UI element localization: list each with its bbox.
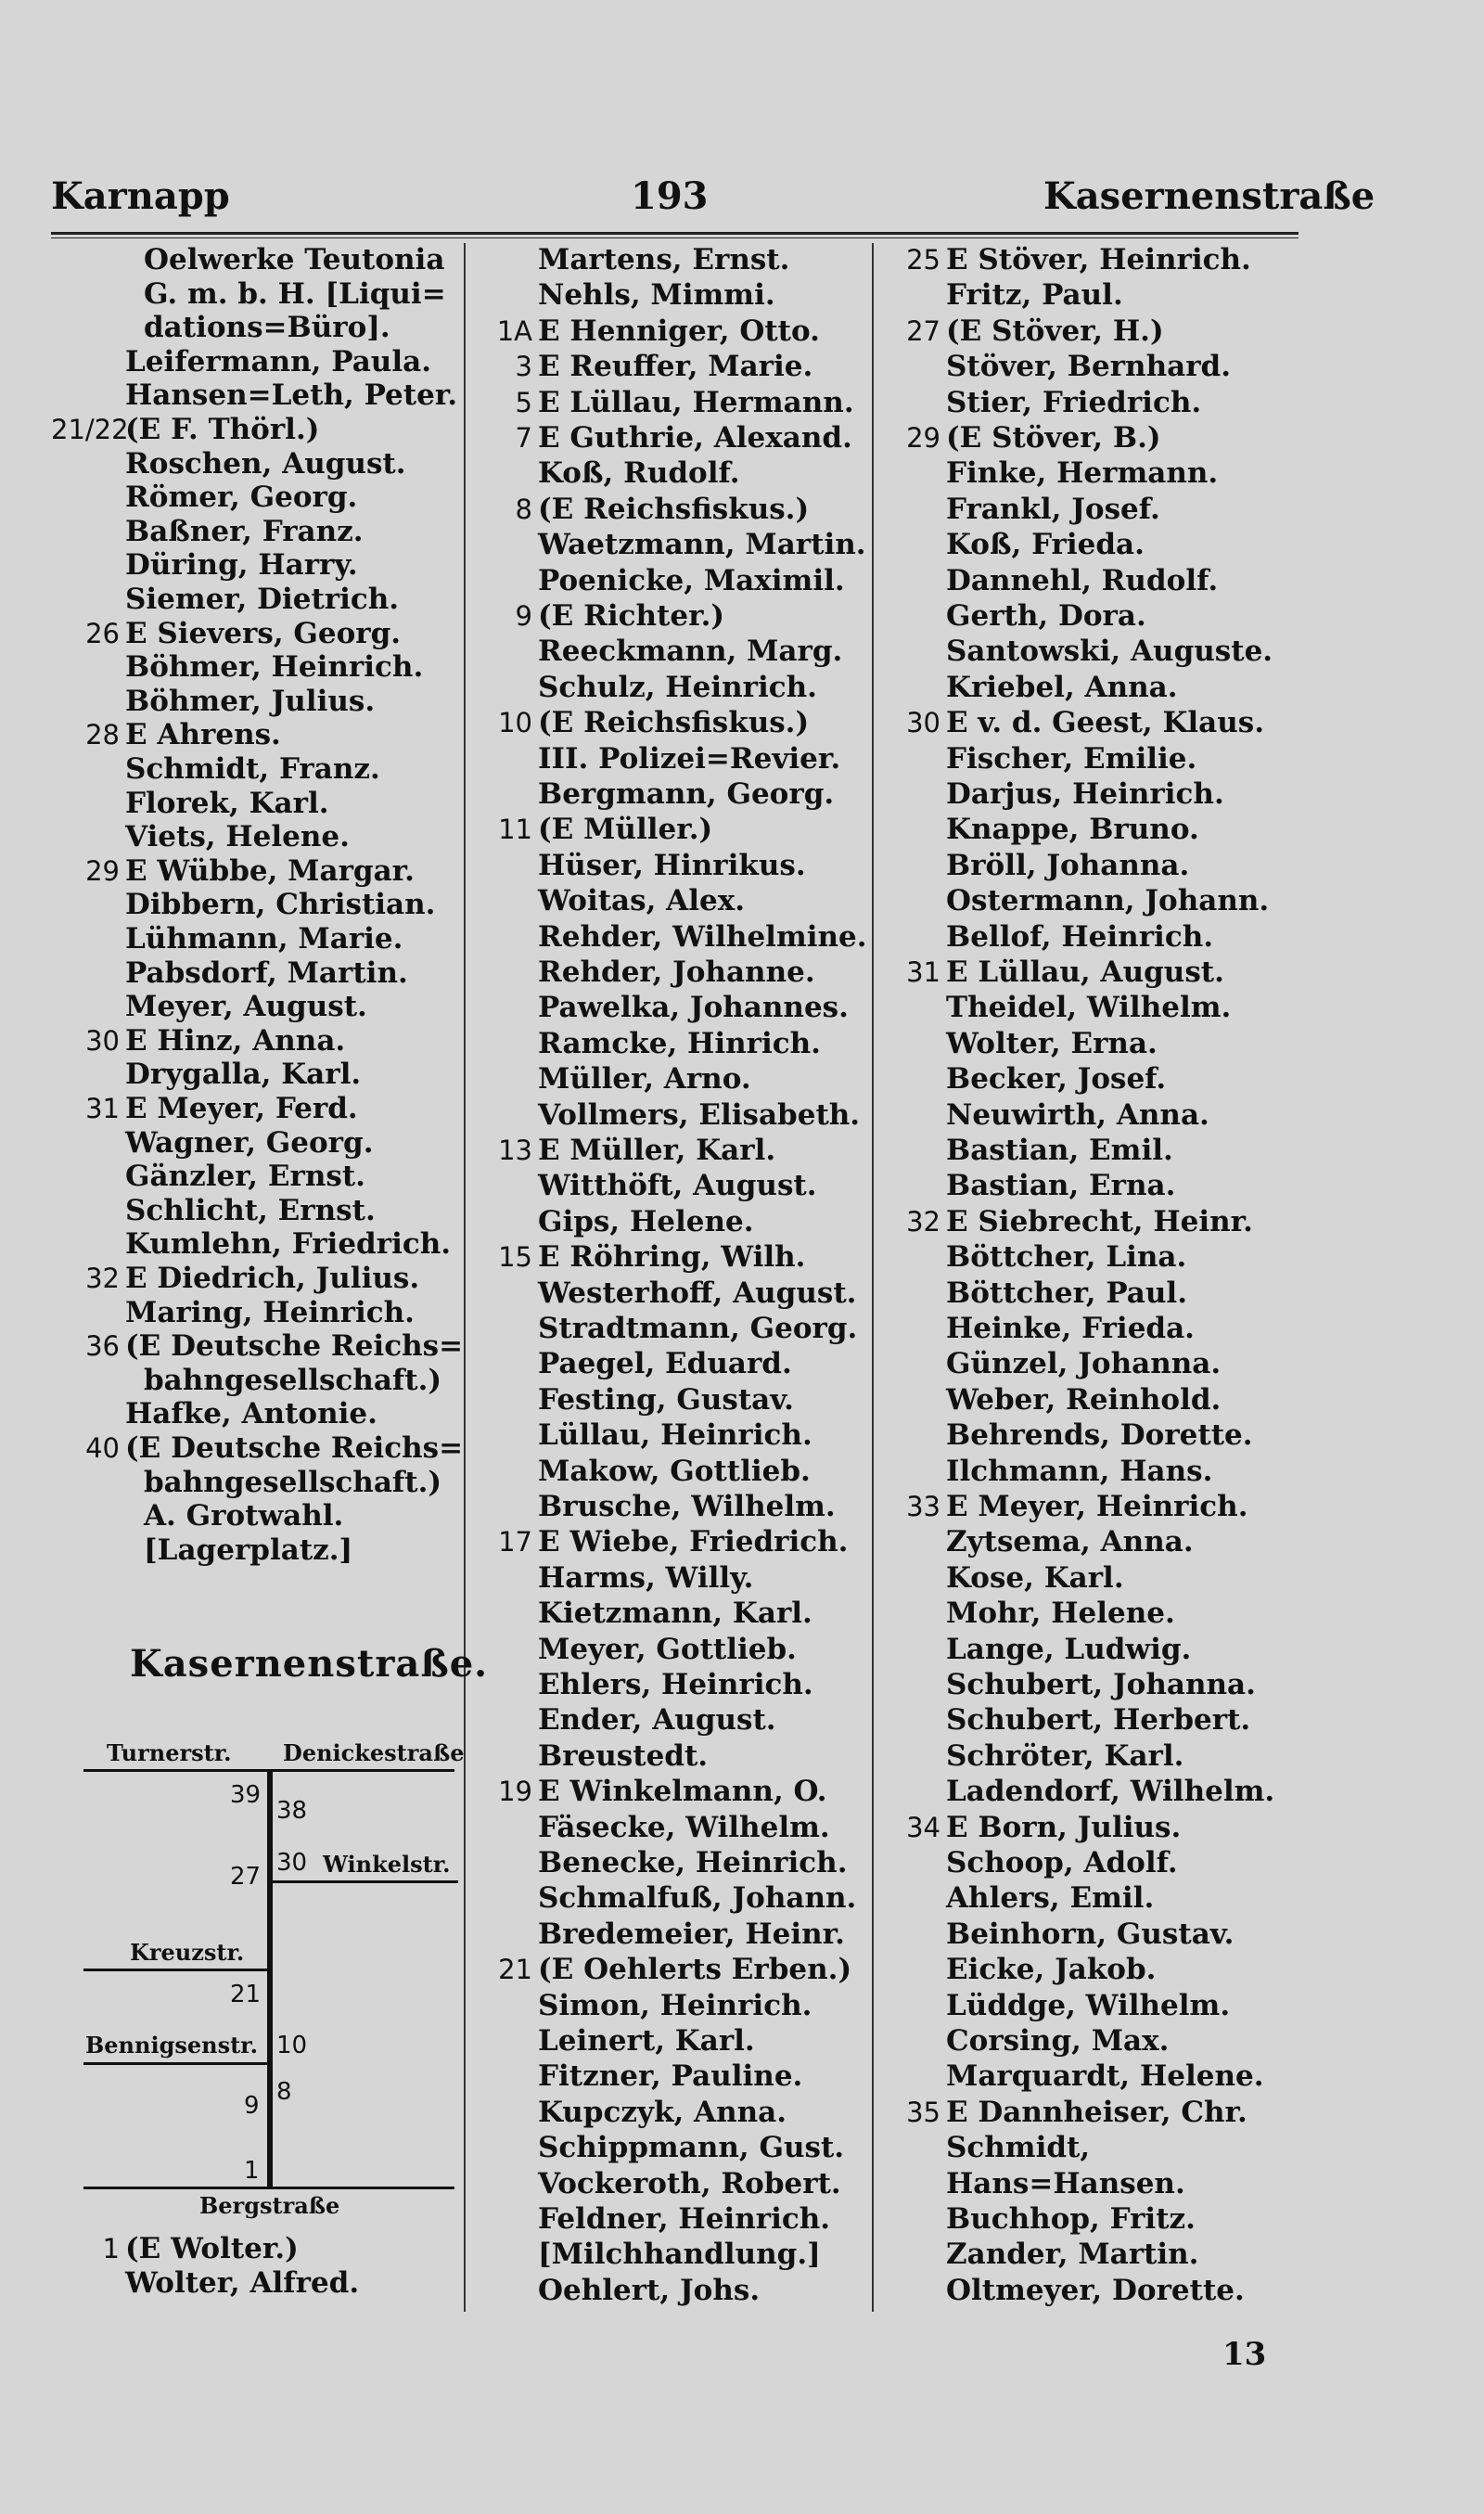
resident-name: Bröll, Johanna. [946,848,1190,882]
resident-name: E Born, Julius. [946,1810,1182,1844]
resident-name: E Guthrie, Alexand. [538,421,852,455]
house-number: 7 [515,422,532,454]
resident-name: Wagner, Georg. [125,1125,374,1160]
resident-name: Kose, Karl. [946,1560,1124,1595]
house-number-30: 30 [276,1849,308,1877]
label-denickestrasse: Denickestraße [283,1739,465,1766]
resident-name: Böhmer, Julius. [125,684,376,718]
resident-name: Darjus, Heinrich. [946,777,1224,811]
resident-name: Roschen, August. [125,446,406,481]
resident-name: Paegel, Eduard. [538,1347,792,1381]
house-number: 30 [85,1024,120,1057]
resident-name: (E Richter.) [538,599,725,633]
resident-name: Woitas, Alex. [538,884,746,918]
resident-name: E v. d. Geest, Klaus. [946,706,1265,740]
resident-name: (E Deutsche Reichs= [125,1431,464,1465]
resident-name: Zander, Martin. [946,2238,1199,2272]
resident-name: Pawelka, Johannes. [538,991,849,1025]
resident-name: Viets, Helene. [125,820,350,854]
resident-name: Zytsema, Anna. [946,1525,1194,1559]
house-number: 32 [85,1263,120,1294]
house-number: 29 [85,854,120,887]
header-rule-bottom [51,237,1298,238]
resident-name: E Meyer, Ferd. [125,1092,358,1125]
resident-name: (E Müller.) [538,813,713,847]
street-line-bennigsenstr [83,2062,269,2065]
resident-name: Frankl, Josef. [946,492,1160,526]
resident-name: Drygalla, Karl. [125,1058,362,1092]
house-number: 31 [85,1093,120,1124]
resident-name: Schubert, Johanna. [946,1668,1256,1701]
resident-name: Ender, August. [538,1703,776,1738]
resident-name: Koß, Frieda. [946,528,1145,562]
house-number-9: 9 [244,2092,260,2120]
resident-name: Fitzner, Pauline. [538,2059,803,2094]
resident-name: Ilchmann, Hans. [946,1454,1213,1488]
house-number: 33 [906,1491,940,1522]
resident-name: Dibbern, Christian. [125,888,436,922]
resident-name: Bredemeier, Heinr. [538,1917,845,1951]
resident-name: Neuwirth, Anna. [946,1097,1209,1132]
resident-name: Meyer, Gottlieb. [538,1632,797,1666]
house-number: 9 [515,600,532,632]
column-divider-2 [872,243,874,2312]
house-number: 28 [85,719,120,751]
resident-name: Breustedt. [538,1738,709,1773]
house-number: 1A [496,314,532,347]
main-street-line [267,1769,273,2187]
resident-name: III. Polizei=Revier. [538,741,841,776]
house-number: 8 [515,493,532,525]
resident-name: Böttcher, Paul. [946,1276,1187,1310]
resident-name: Schulz, Heinrich. [538,670,817,704]
resident-name: Maring, Heinrich. [125,1295,415,1329]
resident-name: Theidel, Wilhelm. [946,991,1232,1025]
resident-name: Florek, Karl. [125,786,329,820]
resident-name: Santowski, Auguste. [946,635,1273,669]
resident-name: Reeckmann, Marg. [538,635,843,669]
resident-name: Witthöft, August. [538,1169,817,1203]
house-number: 3 [515,351,532,383]
resident-name: Hans=Hansen. [946,2166,1185,2200]
resident-name: Rehder, Wilhelmine. [538,919,867,954]
resident-name: (E Deutsche Reichs= [125,1329,464,1364]
header-rule-top [51,232,1298,235]
resident-name: Schmidt, Franz. [125,752,380,786]
street-line-kreuzstr [83,1969,269,1971]
header-right: Kasernenstraße [1043,174,1375,218]
resident-name: Fritz, Paul. [946,278,1123,313]
resident-name: Günzel, Johanna. [946,1347,1222,1381]
resident-name: bahngesellschaft.) [144,1465,442,1499]
resident-name: Schubert, Herbert. [946,1703,1251,1738]
resident-name: Kupczyk, Anna. [538,2095,787,2129]
resident-name: Lüllau, Heinrich. [538,1418,812,1453]
resident-name: Kumlehn, Friedrich. [125,1227,452,1262]
resident-name: Festing, Gustav. [538,1382,794,1417]
house-number-10: 10 [276,2032,308,2059]
house-number: 10 [498,707,532,739]
house-number: 27 [906,314,940,347]
resident-name: Ostermann, Johann. [946,884,1270,918]
house-number: 11 [498,814,532,846]
resident-name: Leinert, Karl. [538,2024,755,2058]
resident-name: E Stöver, Heinrich. [946,243,1251,276]
resident-name: Corsing, Max. [946,2024,1170,2058]
resident-name: Schlicht, Ernst. [125,1193,376,1227]
resident-name: Oehlert, Johs. [538,2273,761,2307]
house-number: 35 [906,2096,940,2128]
resident-name: Waetzmann, Martin. [538,528,866,562]
resident-name: Simon, Heinrich. [538,1988,812,2022]
street-diagram [74,1739,473,2222]
resident-name: [Milchhandlung.] [538,2238,821,2272]
resident-name: (E Wolter.) [125,2232,299,2265]
house-number: 40 [85,1432,120,1464]
label-bennigsenstr: Bennigsenstr. [85,2032,258,2059]
resident-name: Stradtmann, Georg. [538,1312,858,1345]
resident-name: Siemer, Dietrich. [125,583,400,616]
resident-name: Koß, Rudolf. [538,456,740,491]
resident-name: Feldner, Heinrich. [538,2202,831,2236]
resident-name: (E Stöver, B.) [946,421,1161,455]
resident-name: Martens, Ernst. [538,243,790,276]
resident-name: Meyer, August. [125,990,367,1024]
resident-name: G. m. b. H. [Liqui= [144,276,446,311]
resident-name: Pabsdorf, Martin. [125,956,408,990]
label-kreuzstr: Kreuzstr. [130,1939,245,1966]
resident-name: [Lagerplatz.] [144,1533,353,1567]
section-heading: Kasernenstraße. [130,1642,489,1686]
resident-name: Behrends, Dorette. [946,1418,1253,1453]
house-number-27: 27 [230,1863,262,1891]
resident-name: bahngesellschaft.) [144,1363,442,1397]
resident-name: Lüddge, Wilhelm. [946,1988,1231,2022]
resident-name: Poenicke, Maximil. [538,563,845,597]
resident-name: Wolter, Alfred. [125,2265,360,2300]
resident-name: Ahlers, Emil. [946,1881,1155,1916]
house-number: 32 [906,1205,940,1238]
resident-name: Weber, Reinhold. [946,1382,1222,1417]
resident-name: E Sievers, Georg. [125,616,402,650]
resident-name: Buchhop, Fritz. [946,2202,1196,2236]
resident-name: Leifermann, Paula. [125,344,431,378]
resident-name: Harms, Willy. [538,1560,754,1595]
resident-name: E Diedrich, Julius. [125,1262,420,1295]
resident-name: Gänzler, Ernst. [125,1160,365,1194]
resident-name: E Dannheiser, Chr. [946,2095,1247,2129]
resident-name: Ehlers, Heinrich. [538,1668,813,1701]
resident-name: Schoop, Adolf. [946,1846,1178,1879]
resident-name: Knappe, Bruno. [946,813,1199,847]
house-number-8: 8 [276,2078,292,2106]
resident-name: Bastian, Erna. [946,1169,1176,1203]
resident-name: Bellof, Heinrich. [946,919,1214,954]
resident-name: Ramcke, Hinrich. [538,1026,821,1060]
resident-name: Römer, Georg. [125,481,358,515]
resident-name: E Ahrens. [125,718,281,752]
house-number: 15 [498,1241,532,1274]
house-number: 34 [906,1811,940,1843]
house-number: 25 [906,244,940,276]
resident-name: Hafke, Antonie. [125,1397,377,1431]
house-number-39: 39 [230,1781,262,1809]
resident-name: (E Reichsfiskus.) [538,492,810,526]
resident-name: Stöver, Bernhard. [946,350,1232,384]
resident-name: Rehder, Johanne. [538,956,815,989]
resident-name: Düring, Harry. [125,548,358,583]
resident-name: Hansen=Leth, Peter. [125,378,458,413]
header-left: Karnapp [51,174,230,218]
house-number: 26 [85,617,120,649]
resident-name: Makow, Gottlieb. [538,1454,811,1488]
resident-name: Oelwerke Teutonia [144,243,445,276]
resident-name: E Röhring, Wilh. [538,1240,806,1275]
resident-name: Bergmann, Georg. [538,777,835,811]
resident-name: E Siebrecht, Heinr. [946,1204,1253,1238]
street-line-winkelstr [273,1880,458,1883]
house-number: 31 [906,956,940,988]
house-number: 36 [85,1330,120,1363]
resident-name: Eicke, Jakob. [946,1953,1157,1987]
resident-name: Böttcher, Lina. [946,1240,1187,1275]
house-number: 29 [906,422,940,454]
house-number-21: 21 [230,1981,262,2008]
resident-name: Kriebel, Anna. [946,670,1178,704]
resident-name: Schippmann, Gust. [538,2131,845,2165]
house-number: 1 [102,2233,120,2264]
house-number: 21/22 [51,414,129,445]
resident-name: Mohr, Helene. [946,1597,1175,1631]
label-turnerstr: Turnerstr. [107,1739,232,1766]
house-number: 5 [515,386,532,418]
resident-name: Dannehl, Rudolf. [946,563,1219,597]
resident-name: Baßner, Franz. [125,514,364,548]
resident-name: Böhmer, Heinrich. [125,650,424,685]
label-bergstrasse: Bergstraße [199,2192,340,2219]
resident-name: E Lüllau, August. [946,956,1224,989]
resident-name: Vollmers, Elisabeth. [538,1097,861,1132]
house-number: 17 [498,1526,532,1558]
street-line-bottom [83,2187,454,2189]
resident-name: Hüser, Hinrikus. [538,848,806,882]
resident-name: E Wiebe, Friedrich. [538,1525,849,1559]
label-winkelstr: Winkelstr. [323,1851,451,1878]
resident-name: Lühmann, Marie. [125,922,403,956]
resident-name: Müller, Arno. [538,1062,751,1097]
resident-name: Kietzmann, Karl. [538,1597,812,1631]
resident-name: Stier, Friedrich. [946,385,1202,419]
resident-name: Brusche, Wilhelm. [538,1490,836,1523]
resident-name: Beinhorn, Gustav. [946,1917,1235,1951]
resident-name: E Reuffer, Marie. [538,350,813,384]
resident-name: E Meyer, Heinrich. [946,1490,1248,1523]
house-number: 13 [498,1135,532,1166]
resident-name: (E F. Thörl.) [125,413,320,446]
resident-name: Heinke, Frieda. [946,1312,1195,1345]
house-number: 30 [906,707,940,739]
resident-name: E Müller, Karl. [538,1134,776,1167]
resident-name: E Wübbe, Margar. [125,853,415,888]
resident-name: Nehls, Mimmi. [538,278,775,313]
resident-name: Schröter, Karl. [946,1738,1184,1773]
resident-name: Oltmeyer, Dorette. [946,2273,1245,2307]
house-number-1: 1 [244,2157,260,2185]
resident-name: Lange, Ludwig. [946,1632,1192,1666]
resident-name: Vockeroth, Robert. [538,2166,841,2200]
resident-name: Westerhoff, August. [538,1276,857,1310]
resident-name: Benecke, Heinrich. [538,1846,848,1879]
resident-name: Gerth, Dora. [946,599,1146,633]
resident-name: Wolter, Erna. [946,1026,1158,1060]
resident-name: Gips, Helene. [538,1204,754,1238]
house-number: 21 [498,1954,532,1986]
resident-name: E Hinz, Anna. [125,1023,346,1058]
page-number: 193 [631,174,709,218]
resident-name: Becker, Josef. [946,1062,1167,1097]
resident-name: Schmalfuß, Johann. [538,1881,857,1916]
resident-name: Fäsecke, Wilhelm. [538,1810,830,1844]
resident-name: (E Oehlerts Erben.) [538,1953,852,1987]
resident-name: E Lüllau, Hermann. [538,385,854,419]
resident-name: E Henniger, Otto. [538,314,820,348]
house-number: 19 [498,1776,532,1808]
house-number-38: 38 [276,1797,308,1825]
resident-name: dations=Büro]. [144,311,390,345]
resident-name: (E Reichsfiskus.) [538,706,810,740]
resident-name: Bastian, Emil. [946,1134,1173,1167]
resident-name: Fischer, Emilie. [946,741,1197,776]
resident-name: Finke, Hermann. [946,456,1219,491]
signature-mark: 13 [1222,2336,1267,2373]
resident-name: Ladendorf, Wilhelm. [946,1775,1275,1809]
resident-name: Marquardt, Helene. [946,2059,1264,2094]
resident-name: A. Grotwahl. [144,1499,344,1533]
resident-name: Schmidt, [946,2131,1091,2165]
resident-name: E Winkelmann, O. [538,1775,827,1809]
resident-name: (E Stöver, H.) [946,314,1164,348]
